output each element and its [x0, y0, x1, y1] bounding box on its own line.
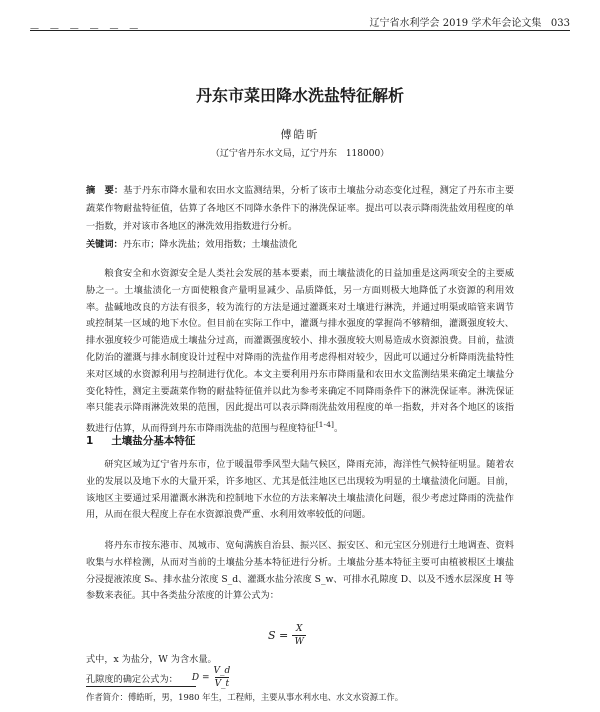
formula2-numerator: V_d [213, 666, 231, 676]
section-title: 土壤盐分基本特征 [111, 435, 196, 447]
section-number: 1 [86, 435, 94, 447]
fraction-bar [292, 635, 306, 636]
porosity-label: 孔隙度的确定公式为： [86, 673, 178, 685]
formula1-fraction [292, 624, 306, 647]
page-number: 033 [550, 18, 570, 29]
keywords-text: 丹东市；降水洗盐；效用指数；土壤盐渍化 [122, 239, 298, 250]
author-footnote: 作者简介：傅皓昕，男，1980 年生，工程师，主要从事水利水电、水文水资源工作。 [86, 692, 404, 702]
header-rule [30, 30, 570, 31]
header-dashes: — — — — — — [30, 24, 143, 34]
author-affiliation: （辽宁省丹东水文局，辽宁丹东 118000） [210, 149, 390, 159]
footnote-rule [86, 686, 196, 687]
abstract [86, 182, 514, 236]
formula1-numerator: X [296, 624, 303, 634]
author-name: 傅皓昕 [280, 128, 320, 141]
intro-paragraph: 粮食安全和水资源安全是人类社会发展的基本要素，而土壤盐渍化的日益加重是这两项安全的主要威胁之一。土壤盐渍化一方面使粮食产量明显减少、品质降低，另一方面则极大地降低了水资源的利用效率。盐碱地改良的方法有很多，较为流行的方法是通过灌溉来对土壤进行淋洗，并通过明渠或暗管来调节或控制某一区域的地下水位。但目前在实际工作中，灌溉与排水强度的掌握尚不够精细，灌溉强度较大、排水强度较少可能造成土壤盐分过高，而灌溉强度较小、排水强度较大则易造成水资源浪费。目前，盐渍化防治的灌溉与排水制度设计过程中对降雨的洗盐作用考虑得相对较少，因此可以通过分析降雨洗盐特性来对区域的水资源利用与控制进行优化。本文主要利用丹东市降雨量和农田水文监测结果来确定土壤盐分变化特性，测定主要蔬菜作物的耐盐特征值并以此为参考来确定不同降雨条件下的淋洗保证率。淋洗保证率只能表示降雨淋洗效果的范围，因此提出可以表示降雨洗盐效用程度的单一指数，并对各个地区的该指数进行估算，从而得到丹东市降雨洗盐的范围与程度特征[1-4]。 [86, 268, 514, 435]
keywords [86, 236, 514, 250]
section-heading [86, 433, 213, 448]
formula1-explanation: 式中，x 为盐分，W 为含水量。 [86, 654, 217, 665]
keywords-label: 关键词： [86, 239, 123, 250]
formula2-denominator: V_t [214, 679, 230, 689]
section-paragraph-1-text: 研究区域为辽宁省丹东市，位于暖温带季风型大陆气候区，降雨充沛，海洋性气候特征明显。随着农业的发展以及地下水的大量开采，许多地区、尤其是低洼地区已出现较为明显的土壤盐渍化问题。目前，该地区主要通过采用灌溉水淋洗和控制地下水位的方法来解决土壤盐渍化问题，很少考虑过降雨的洗盐作用，从而在很大程度上存在水资源浪费严重、水利用效率较低的问题。 [86, 459, 514, 521]
section-paragraph-2 [86, 538, 514, 605]
formula1-lhs: S = [268, 629, 289, 642]
running-title: 辽宁省水利学会 2019 学术年会论文集 [369, 18, 542, 29]
formula1-denominator: W [294, 637, 304, 647]
section-paragraph-1 [86, 457, 514, 524]
citation-ref: [1-4] [315, 420, 334, 430]
abstract-text: 基于丹东市降水量和农田水文监测结果，分析了该市土壤盐分动态变化过程，测定了丹东市主要蔬菜作物耐盐特征值，估算了各地区不同降水条件下的淋洗保证率。提出可以表示降雨洗盐效用程度的单一指数，并对该市各地区的淋洗效用指数进行分析。 [86, 185, 515, 232]
abstract-label: 摘 要： [86, 185, 124, 196]
formula2-fraction [214, 666, 231, 689]
formula2-lhs: D = [191, 672, 210, 683]
fraction-bar [215, 677, 229, 678]
porosity-formula [192, 666, 230, 689]
section-paragraph-2-text: 将丹东市按东港市、凤城市、宽甸满族自治县、振兴区、振安区、和元宝区分别进行土地调查、资料收集与水样检测，从而对当前的土壤盐分基本特征进行分析。土壤盐分基本特征主要可由植被根区土壤盐分浸提液浓度 Sₑ、排水盐分浓度 S_d、灌溉水盐分浓度 S_w、可排水孔隙度 D、以及不透水层深度 H 等参数来表征。其中各类盐分浓度的计算公式为： [86, 540, 514, 602]
salt-concentration-formula [268, 624, 306, 647]
paper-title: 丹东市菜田降水洗盐特征解析 [195, 86, 404, 105]
intro-text: 粮食安全和水资源安全是人类社会发展的基本要素，而土壤盐渍化的日益加重是这两项安全的主要威胁之一。土壤盐渍化一方面使粮食产量明显减少、品质降低，另一方面则极大地降低了水资源的利用效率。盐碱地改良的方法有很多，较为流行的方法是通过灌溉来对土壤进行淋洗，并通过明渠或暗管来调节或控制某一区域的地下水位。但目前在实际工作中，灌溉与排水强度的掌握尚不够精细，灌溉强度较大、排水强度较少可能造成土壤盐分过高，而灌溉强度较小、排水强度较大则易造成水资源浪费。目前，盐渍化防治的灌溉与排水制度设计过程中对降雨的洗盐作用考虑得相对较少，因此可以通过分析降雨洗盐特性来对区域的水资源利用与控制进行优化。本文主要利用丹东市降雨量和农田水文监测结果来确定土壤盐分变化特性，测定主要蔬菜作物的耐盐特征值并以此为参考来确定不同降雨条件下的淋洗保证率。淋洗保证率只能表示降雨淋洗效果的范围，因此提出可以表示降雨洗盐效用程度的单一指数，并对各个地区的该指数进行估算，从而得到丹东市降雨洗盐的范围与程度特征 [86, 268, 514, 435]
